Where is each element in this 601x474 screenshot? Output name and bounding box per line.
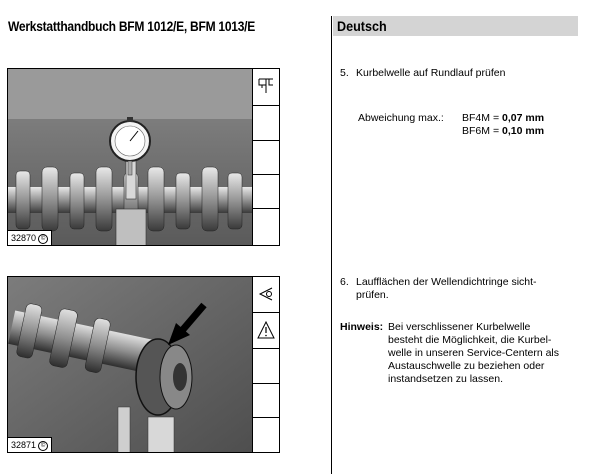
figure-number: 32871 © <box>8 437 52 452</box>
photo-crankshaft-seal-surface <box>8 277 253 452</box>
figure-side-panel <box>253 69 279 245</box>
side-cell <box>253 106 279 141</box>
spec-values <box>462 112 544 138</box>
manual-title: Werkstatthandbuch BFM 1012/E, BFM 1013/E <box>8 18 256 34</box>
warning-triangle-icon <box>257 320 275 340</box>
copyright-mark: © <box>38 441 48 451</box>
spec-row-bf6m: BF6M = 0,10 mm <box>462 125 545 137</box>
photo-dial-gauge-crankshaft <box>8 69 253 245</box>
step-text: Kurbelwelle auf Rundlauf prüfen <box>356 67 506 79</box>
note-text: Bei verschlissener Kurbelwelle besteht die Möglichkeit, die Kurbel- welle in unseren Service-Centern als Austauschwelle zu beziehen oder instandsetzen zu lassen. <box>388 321 559 385</box>
spec-label: Abweichung max.: <box>358 112 444 124</box>
side-cell <box>253 209 279 245</box>
side-cell <box>253 175 279 209</box>
language-header <box>333 16 578 36</box>
figure-runout-check <box>7 68 280 246</box>
side-cell <box>253 277 279 313</box>
copyright-mark: © <box>38 234 48 244</box>
side-cell <box>253 69 279 106</box>
crankshaft-seal-illustration <box>8 277 253 452</box>
figure-seal-surface <box>7 276 280 453</box>
crankshaft-gauge-illustration <box>8 69 253 245</box>
side-cell <box>253 313 279 349</box>
column-divider <box>331 16 332 474</box>
side-cell <box>253 141 279 175</box>
side-cell <box>253 384 279 418</box>
side-cell <box>253 349 279 384</box>
step-number: 5. <box>340 67 349 79</box>
note-label: Hinweis: <box>340 321 384 333</box>
side-cell <box>253 418 279 452</box>
spec-row-bf4m: BF4M = 0,07 mm <box>462 112 545 124</box>
step-text: Laufflächen der Wellendichtringe sicht- prüfen. <box>356 276 537 301</box>
language-label: Deutsch <box>337 18 387 34</box>
figure-number: 32870 © <box>8 230 52 245</box>
step-number: 6. <box>340 276 349 288</box>
caliper-icon <box>257 76 275 96</box>
eye-inspect-icon <box>257 284 275 304</box>
figure-side-panel <box>253 277 279 452</box>
